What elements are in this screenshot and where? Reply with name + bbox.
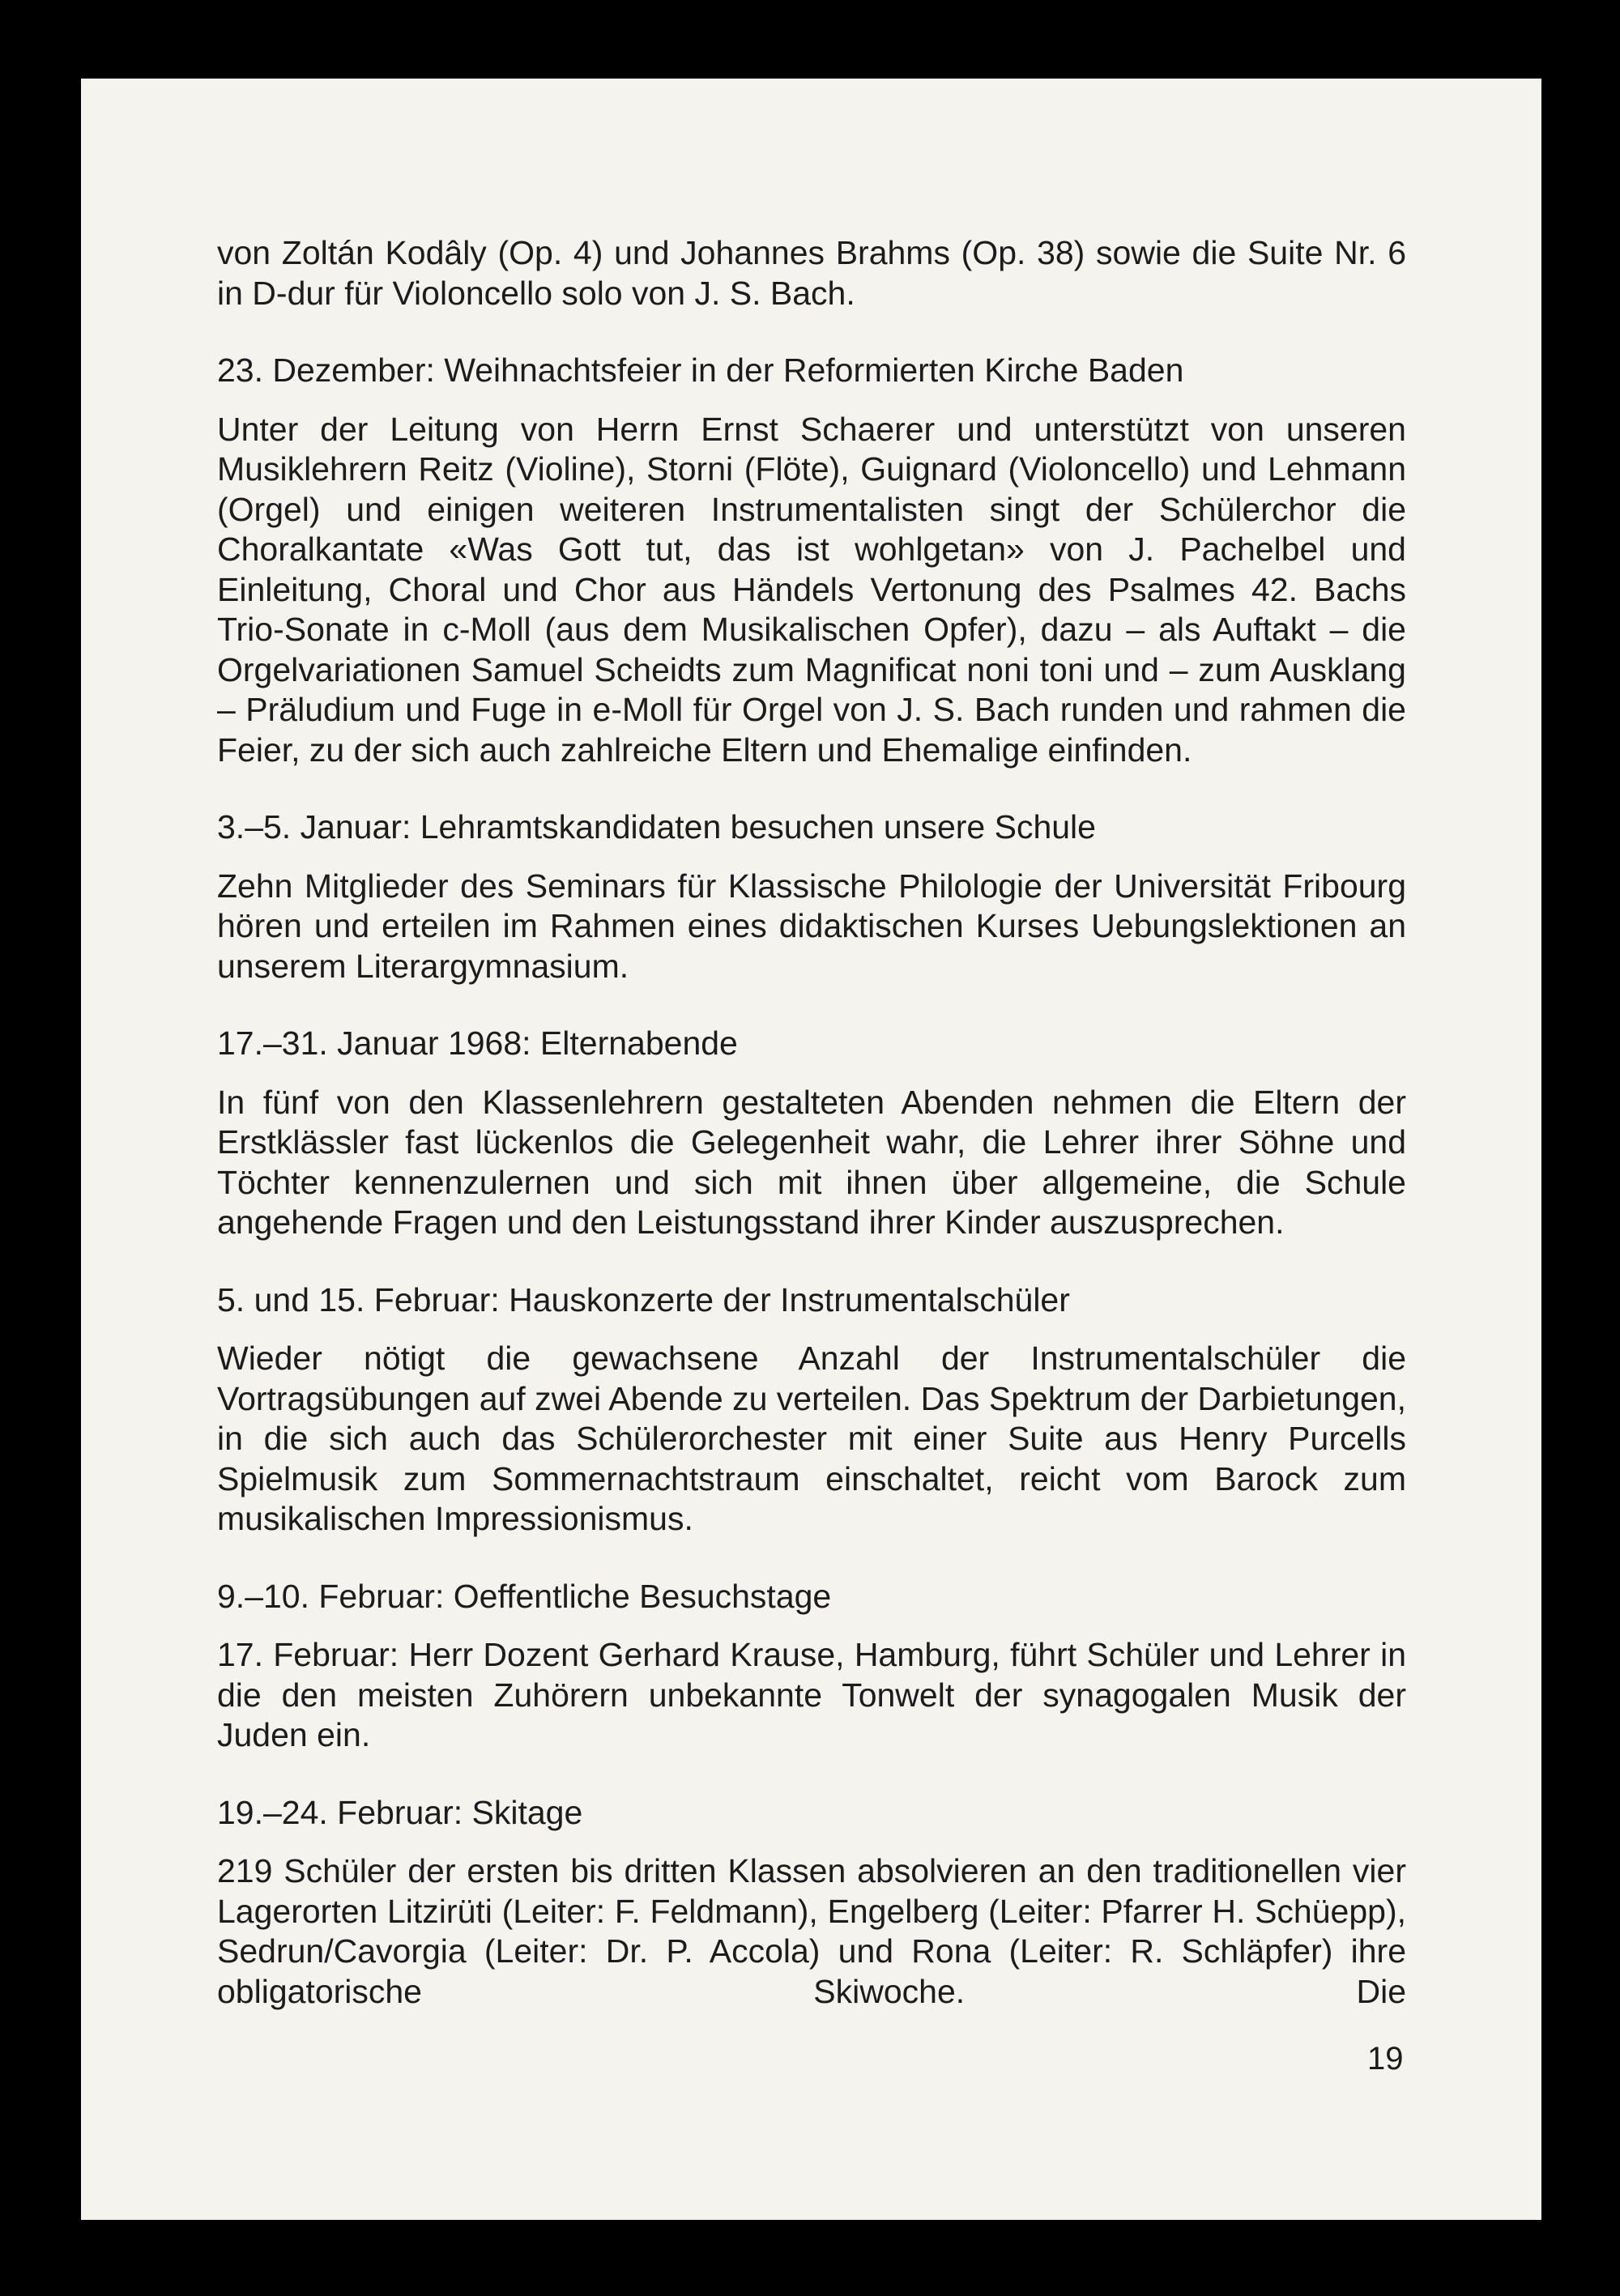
paragraph-elternabende: In fünf von den Klassenlehrern gestalteten Abenden nehmen die Eltern der Erstklässler fast lückenlos die Gelegenheit wahr, die Lehrer ihrer Söhne und Töchter kennenzulernen und sich mit ihnen über allgemeine, die Schule angehende Fragen und den Leistungsstand ihrer Kinder auszusprechen.	[217, 1083, 1406, 1241]
paragraph-weihnachtsfeier: Unter der Leitung von Herrn Ernst Schaerer und unterstützt von unseren Musiklehrern Reitz (Violine), Storni (Flöte), Guignard (Violoncello) und Lehmann (Orgel) und einigen weiteren Instrumentalisten singt der Schülerchor die Choralkantate «Was Gott tut, das ist wohlgetan» von J. Pachelbel und Einleitung, Choral und Chor aus Händels Vertonung des Psalmes 42. Bachs Trio-Sonate in c-Moll (aus dem Musikalischen Opfer), dazu – als Auftakt – die Orgelvariationen Samuel Scheidts zum Magnificat noni toni und – zum Ausklang – Präludium und Fuge in e-Moll für Orgel von J. S. Bach runden und rahmen die Feier, zu der sich auch zahlreiche Eltern und Ehemalige einfinden.	[217, 410, 1406, 769]
paragraph-lehramtskandidaten: Zehn Mitglieder des Seminars für Klassische Philologie der Universität Fribourg hören und erteilen im Rahmen eines didaktischen Kurses Uebungslektionen an unserem Literargymnasium.	[217, 867, 1406, 985]
heading-skitage: 19.–24. Februar: Skitage	[217, 1793, 583, 1831]
heading-weihnachtsfeier: 23. Dezember: Weihnachtsfeier in der Reformierten Kirche Baden	[217, 351, 1184, 389]
heading-elternabende: 17.–31. Januar 1968: Elternabende	[217, 1024, 738, 1062]
paragraph-synagogale-musik: 17. Februar: Herr Dozent Gerhard Krause, Hamburg, führt Schüler und Lehrer in die den meisten Zuhörern unbekannte Tonwelt der synagogalen Musik der Juden ein.	[217, 1636, 1406, 1753]
paragraph-skitage: 219 Schüler der ersten bis dritten Klassen absolvieren an den traditionellen vier Lagerorten Litzirüti (Leiter: F. Feldmann), Engelberg (Leiter: Pfarrer H. Schüepp), Sedrun/Cavorgia (Leiter: Dr. P. Accola) und Rona (Leiter: R. Schläpfer) ihre obligatorische Skiwoche. Die	[217, 1852, 1406, 2010]
paragraph-kodaly-brahms-bach: von Zoltán Kodâly (Op. 4) und Johannes Brahms (Op. 38) sowie die Suite Nr. 6 in D-dur für Violoncello solo von J. S. Bach.	[217, 234, 1406, 312]
page-body	[217, 233, 1406, 2012]
heading-besuchstage: 9.–10. Februar: Oeffentliche Besuchstage	[217, 1577, 832, 1615]
heading-hauskonzerte: 5. und 15. Februar: Hauskonzerte der Instrumentalschüler	[217, 1280, 1070, 1318]
paragraph-hauskonzerte: Wieder nötigt die gewachsene Anzahl der Instrumentalschüler die Vortragsübungen auf zwei Abende zu verteilen. Das Spektrum der Darbietungen, in die sich auch das Schülerorchester mit einer Suite aus Henry Purcells Spielmusik zum Sommernachtstraum einschaltet, reicht vom Barock zum musikalischen Impressionismus.	[217, 1340, 1406, 1537]
heading-lehramtskandidaten: 3.–5. Januar: Lehramtskandidaten besuchen unsere Schule	[217, 808, 1096, 846]
page-number: 19	[1367, 2041, 1404, 2077]
